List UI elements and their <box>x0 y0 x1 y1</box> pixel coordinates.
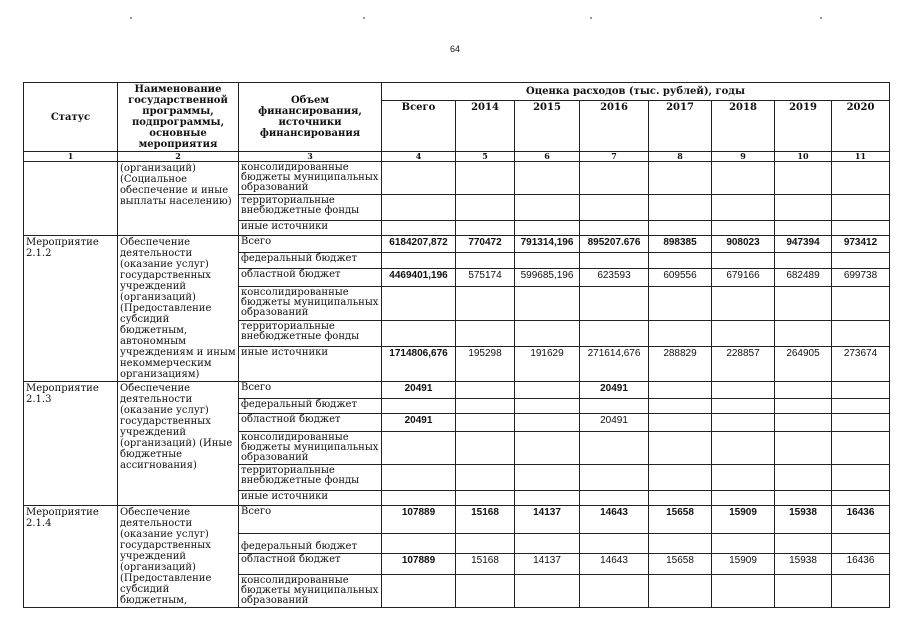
value-cell: 699738 <box>832 268 890 286</box>
index-cell: 6 <box>515 152 580 162</box>
value-cell: 16436 <box>832 506 890 534</box>
program-name: Обеспечение деятельности (оказание услуг) государственных учреждений (организаций) (Иные бюджетные ассигнования) <box>118 382 239 506</box>
value-cell: 191629 <box>515 347 580 382</box>
source-other: иные источники <box>239 491 382 506</box>
expense-table <box>23 82 890 608</box>
source-municipal: консолидированные бюджеты муниципальных образований <box>239 432 382 465</box>
value-cell: 195298 <box>456 347 515 382</box>
value-cell: 609556 <box>649 268 712 286</box>
index-cell: 2 <box>118 152 239 162</box>
value-cell: 271614,676 <box>580 347 649 382</box>
index-cell: 10 <box>775 152 832 162</box>
value-cell: 16436 <box>832 554 890 574</box>
status-cell: Мероприятие 2.1.4 <box>24 506 118 608</box>
source-other: иные источники <box>239 221 382 236</box>
value-cell: 228857 <box>712 347 775 382</box>
scan-speck <box>820 17 822 19</box>
source-municipal: консолидированные бюджеты муниципальных образований <box>239 162 382 195</box>
value-cell: 15168 <box>456 506 515 534</box>
value-cell: 20491 <box>382 382 456 399</box>
status-cell <box>24 162 118 236</box>
source-federal: федеральный бюджет <box>239 399 382 414</box>
value-cell: 1714806,676 <box>382 347 456 382</box>
header-year: 2018 <box>712 101 775 152</box>
value-cell: 682489 <box>775 268 832 286</box>
source-regional: областной бюджет <box>239 268 382 286</box>
value-cell: 273674 <box>832 347 890 382</box>
value-cell: 895207.676 <box>580 236 649 253</box>
status-cell: Мероприятие 2.1.3 <box>24 382 118 506</box>
value-cell: 599685,196 <box>515 268 580 286</box>
value-cell: 898385 <box>649 236 712 253</box>
source-municipal: консолидированные бюджеты муниципальных образований <box>239 287 382 321</box>
header-year: 2015 <box>515 101 580 152</box>
header-financing: Объем финансирования, источники финансирования <box>239 83 382 152</box>
value-cell: 908023 <box>712 236 775 253</box>
source-regional: областной бюджет <box>239 414 382 432</box>
source-federal: федеральный бюджет <box>239 253 382 268</box>
header-year: 2017 <box>649 101 712 152</box>
header-total: Всего <box>382 101 456 152</box>
scan-speck <box>363 17 365 19</box>
value-cell: 107889 <box>382 554 456 574</box>
program-name: Обеспечение деятельности (оказание услуг) государственных учреждений (организаций) (Предоставление субсидий бюджетным, автономным учреждениям и иным некоммерческим организациям) <box>118 236 239 382</box>
value-cell: 107889 <box>382 506 456 534</box>
page-number: 64 <box>449 44 460 54</box>
value-cell: 14643 <box>580 506 649 534</box>
value-cell: 6184207,872 <box>382 236 456 253</box>
program-name: Обеспечение деятельности (оказание услуг) государственных учреждений (организаций) (Предоставление субсидий бюджетным, <box>118 506 239 608</box>
index-cell: 4 <box>382 152 456 162</box>
value-cell: 15909 <box>712 506 775 534</box>
header-year: 2014 <box>456 101 515 152</box>
scan-speck <box>590 17 592 19</box>
value-cell: 20491 <box>580 382 649 399</box>
value-cell: 770472 <box>456 236 515 253</box>
value-cell: 791314,196 <box>515 236 580 253</box>
source-other: иные источники <box>239 347 382 382</box>
index-cell: 11 <box>832 152 890 162</box>
header-year: 2019 <box>775 101 832 152</box>
value-cell: 4469401,196 <box>382 268 456 286</box>
program-name: (организаций) (Социальное обеспечение и иные выплаты населению) <box>118 162 239 236</box>
source-total: Всего <box>239 506 382 534</box>
index-cell: 9 <box>712 152 775 162</box>
value-cell: 947394 <box>775 236 832 253</box>
index-cell: 7 <box>580 152 649 162</box>
index-cell: 3 <box>239 152 382 162</box>
value-cell: 288829 <box>649 347 712 382</box>
value-cell: 623593 <box>580 268 649 286</box>
status-cell: Мероприятие 2.1.2 <box>24 236 118 382</box>
value-cell: 15658 <box>649 554 712 574</box>
value-cell: 15909 <box>712 554 775 574</box>
value-cell: 14643 <box>580 554 649 574</box>
value-cell: 14137 <box>515 506 580 534</box>
value-cell: 14137 <box>515 554 580 574</box>
source-municipal: консолидированные бюджеты муниципальных образований <box>239 574 382 607</box>
source-offbudget: территориальные внебюджетные фонды <box>239 320 382 347</box>
value-cell: 15658 <box>649 506 712 534</box>
source-offbudget: территориальные внебюджетные фонды <box>239 195 382 221</box>
value-cell: 15938 <box>775 506 832 534</box>
value-cell: 575174 <box>456 268 515 286</box>
value-cell: 973412 <box>832 236 890 253</box>
header-year: 2020 <box>832 101 890 152</box>
source-federal: федеральный бюджет <box>239 534 382 554</box>
value-cell: 15938 <box>775 554 832 574</box>
value-cell: 264905 <box>775 347 832 382</box>
header-year: 2016 <box>580 101 649 152</box>
value-cell: 20491 <box>580 414 649 432</box>
source-total: Всего <box>239 382 382 399</box>
index-cell: 1 <box>24 152 118 162</box>
value-cell: 20491 <box>382 414 456 432</box>
source-total: Всего <box>239 236 382 253</box>
value-cell: 679166 <box>712 268 775 286</box>
index-cell: 8 <box>649 152 712 162</box>
value-cell: 15168 <box>456 554 515 574</box>
source-regional: областной бюджет <box>239 554 382 574</box>
header-expenses: Оценка расходов (тыс. рублей), годы <box>382 83 890 101</box>
scan-speck <box>130 17 132 19</box>
header-name: Наименование государственной программы, подпрограммы, основные мероприятия <box>118 83 239 152</box>
source-offbudget: территориальные внебюджетные фонды <box>239 465 382 491</box>
index-cell: 5 <box>456 152 515 162</box>
header-status: Статус <box>24 83 118 152</box>
